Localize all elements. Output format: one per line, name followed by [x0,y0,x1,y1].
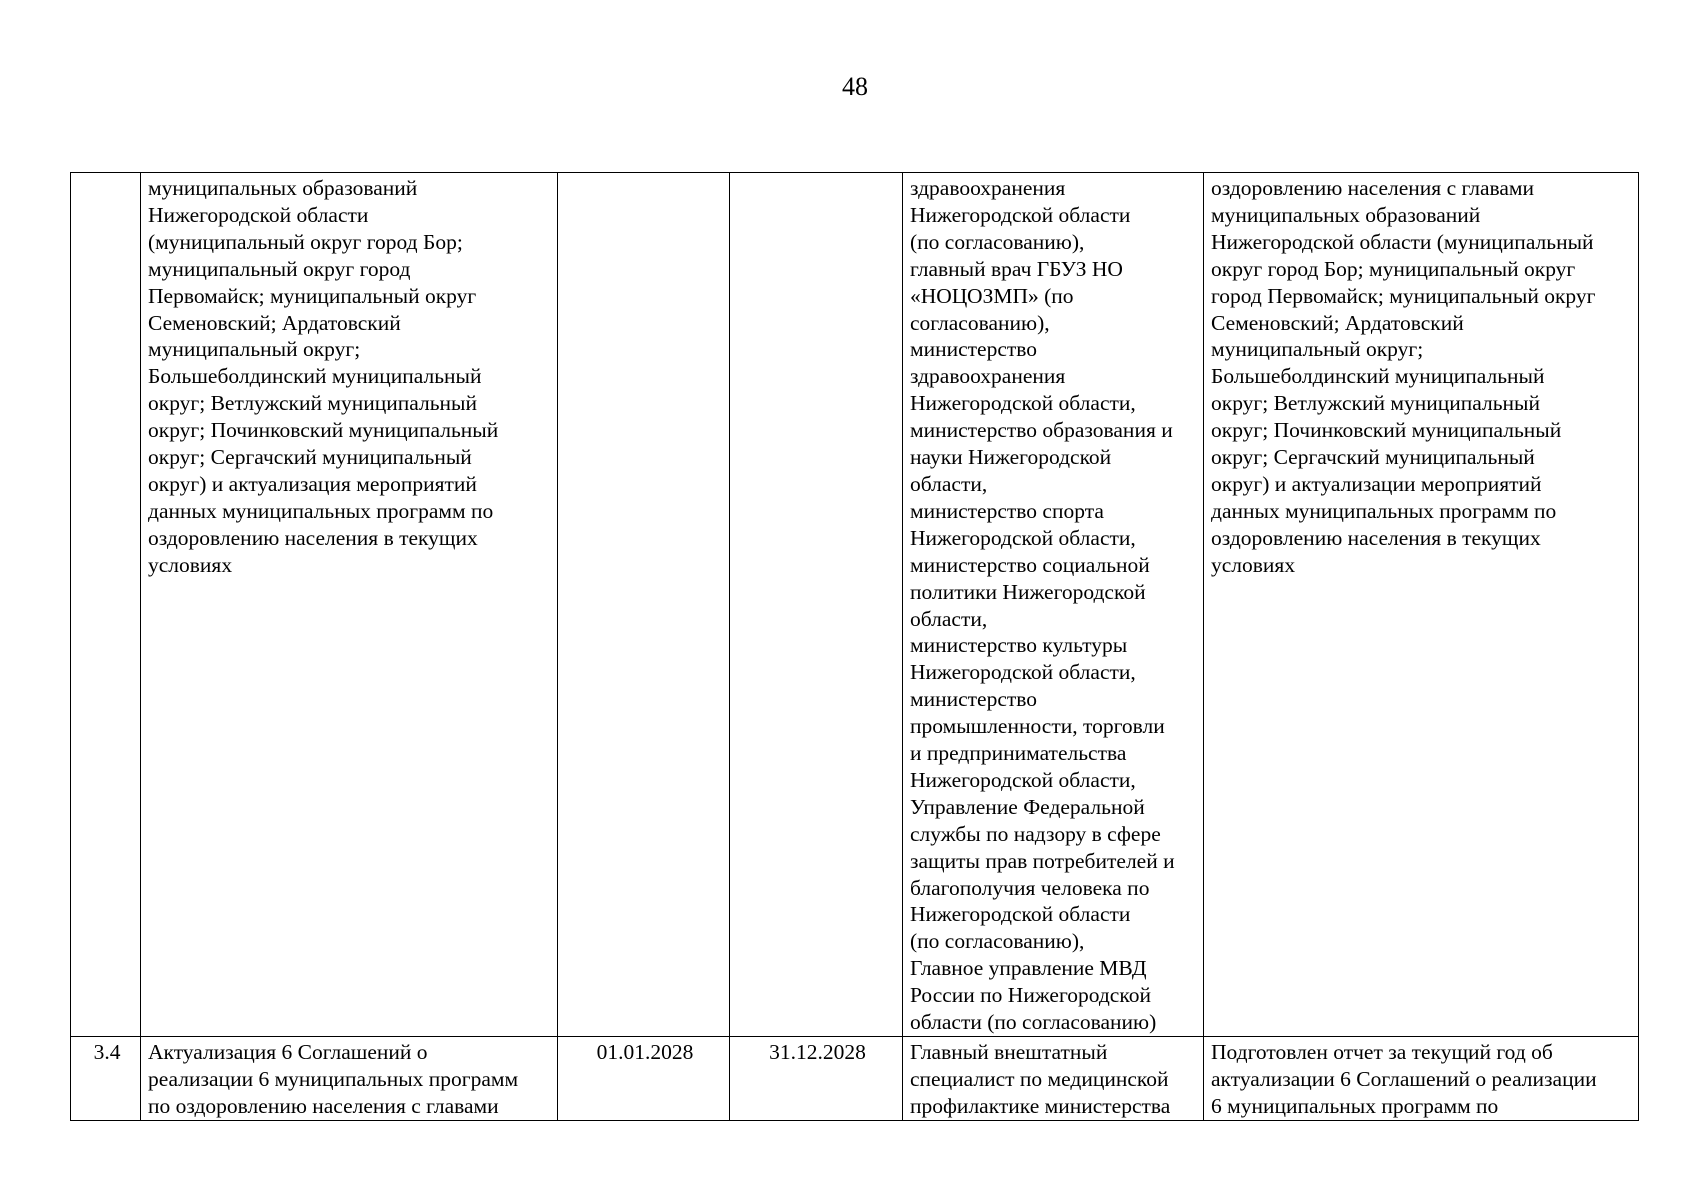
result-cell: Подготовлен отчет за текущий год об актуализации 6 Соглашений о реализации 6 муниципальных программ по [1204,1037,1639,1121]
table-row [71,173,1639,1037]
row-number-cell: 3.4 [71,1037,141,1121]
responsible-cell: здравоохранения Нижегородской области (по согласованию), главный врач ГБУЗ НО «НОЦОЗМП» (по согласованию), министерство здравоохранения Нижегородской области, министерство образования и науки Нижегородской области, министерство спорта Нижегородской области, министерство социальной политики Нижегородской области, министерство культуры Нижегородской области, министерство промышленности, торговли и предпринимательства Нижегородской области, Управление Федеральной службы по надзору в сфере защиты прав потребителей и благополучия человека по Нижегородской области (по согласованию), Главное управление МВД России по Нижегородской области (по согласованию) [903,173,1204,1037]
activity-cell: Актуализация 6 Соглашений о реализации 6 муниципальных программ по оздоровлению населения с главами [141,1037,558,1121]
result-cell: оздоровлению населения с главами муниципальных образований Нижегородской области (муниципальный округ город Бор; муниципальный округ город Первомайск; муниципальный округ Семеновский; Ардатовский муниципальный округ; Большеболдинский муниципальный округ; Ветлужский муниципальный округ; Починковский муниципальный округ; Сергачский муниципальный округ) и актуализации мероприятий данных муниципальных программ по оздоровлению населения в текущих условиях [1204,173,1639,1037]
start-date-cell: 01.01.2028 [558,1037,730,1121]
row-number-cell [71,173,141,1037]
table-row [71,1037,1639,1121]
end-date-cell: 31.12.2028 [730,1037,903,1121]
activity-cell: муниципальных образований Нижегородской области (муниципальный округ город Бор; муниципальный округ город Первомайск; муниципальный округ Семеновский; Ардатовский муниципальный округ; Большеболдинский муниципальный округ; Ветлужский муниципальный округ; Починковский муниципальный округ; Сергачский муниципальный округ) и актуализация мероприятий данных муниципальных программ по оздоровлению населения в текущих условиях [141,173,558,1037]
responsible-cell: Главный внештатный специалист по медицинской профилактике министерства [903,1037,1204,1121]
end-date-cell [730,173,903,1037]
plan-table [70,172,1639,1121]
page-number: 48 [842,72,868,101]
start-date-cell [558,173,730,1037]
